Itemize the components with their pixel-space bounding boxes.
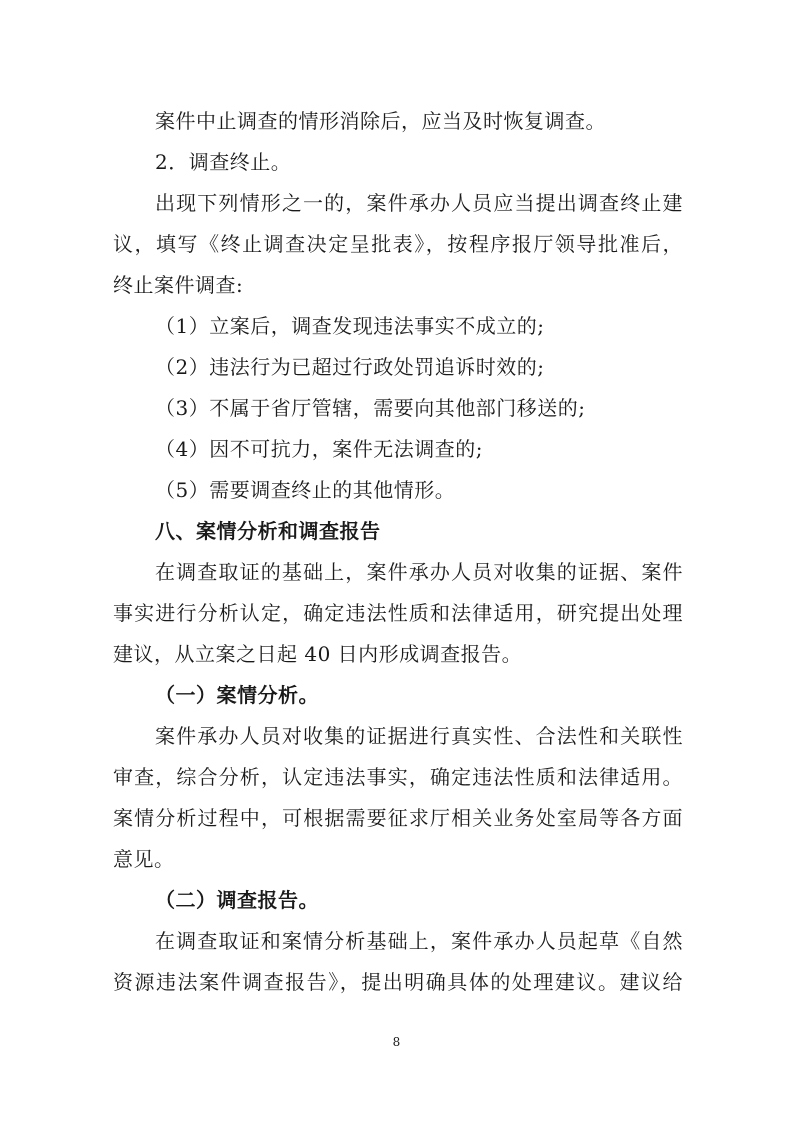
- subsection-heading: （二）调查报告。: [155, 888, 319, 912]
- page-number: 8: [392, 1035, 401, 1049]
- paragraph-line: 终止案件调查:: [113, 273, 244, 297]
- list-item: （3）不属于省厅管辖，需要向其他部门移送的;: [155, 396, 586, 420]
- paragraph-line: 案情分析过程中，可根据需要征求厅相关业务处室局等各方面: [113, 806, 683, 830]
- paragraph-line: 案件中止调查的情形消除后，应当及时恢复调查。: [155, 109, 606, 133]
- section-heading: 八、案情分析和调查报告: [155, 519, 381, 543]
- section-heading: 2．调查终止。: [155, 150, 292, 174]
- list-item: （2）违法行为已超过行政处罚追诉时效的;: [155, 355, 545, 379]
- list-item: （4）因不可抗力，案件无法调查的;: [155, 437, 483, 461]
- paragraph-line: 事实进行分析认定，确定违法性质和法律适用，研究提出处理: [113, 601, 683, 625]
- list-item: （5）需要调查终止的其他情形。: [155, 478, 456, 502]
- list-item: （1）立案后，调查发现违法事实不成立的;: [155, 314, 545, 338]
- paragraph-line: 在调查取证的基础上，案件承办人员对收集的证据、案件: [155, 560, 683, 584]
- subsection-heading: （一）案情分析。: [155, 683, 319, 707]
- paragraph-line: 意见。: [113, 847, 175, 871]
- paragraph-line: 资源违法案件调查报告》，提出明确具体的处理建议。建议给: [113, 970, 683, 994]
- paragraph-line: 议，填写《终止调查决定呈批表》，按程序报厅领导批准后，: [113, 232, 683, 256]
- paragraph-line: 在调查取证和案情分析基础上，案件承办人员起草《自然: [155, 929, 683, 953]
- paragraph-line: 出现下列情形之一的，案件承办人员应当提出调查终止建: [155, 191, 683, 215]
- paragraph-line: 审查，综合分析，认定违法事实，确定违法性质和法律适用。: [113, 765, 683, 789]
- paragraph-line: 案件承办人员对收集的证据进行真实性、合法性和关联性: [155, 724, 683, 748]
- paragraph-line: 建议，从立案之日起 40 日内形成调查报告。: [113, 642, 523, 666]
